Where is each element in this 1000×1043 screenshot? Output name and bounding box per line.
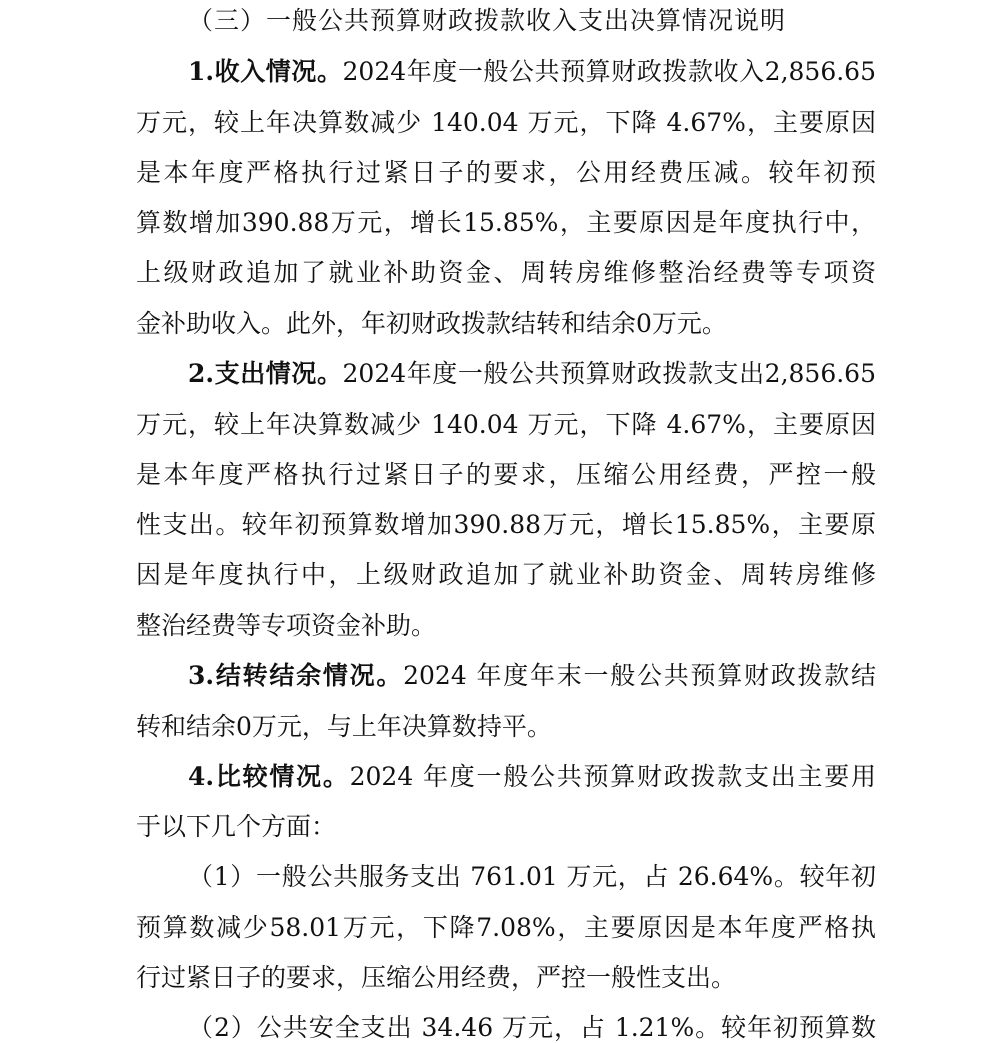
paragraph-3-lead: 3.结转结余情况。 xyxy=(188,661,404,690)
paragraph-4-text: 2024 年度一般公共预算财政拨款支出主要用 xyxy=(349,762,876,791)
paragraph-1-lead: 1.收入情况。 xyxy=(188,57,343,86)
paragraph-4-lead: 4.比较情况。 xyxy=(188,762,350,791)
paragraph-1-line-4: 算数增加390.88万元，增长15.85%，主要原因是年度执行中， xyxy=(136,208,876,237)
paragraph-4-line-2: 于以下几个方面： xyxy=(136,812,337,841)
paragraph-1-line-3: 是本年度严格执行过紧日子的要求，公用经费压减。较年初预 xyxy=(136,158,876,187)
paragraph-1-line-6: 金补助收入。此外，年初财政拨款结转和结余0万元。 xyxy=(136,309,727,338)
section-heading: （三）一般公共预算财政拨款收入支出决算情况说明 xyxy=(188,6,787,35)
item-1-line-3: 行过紧日子的要求，压缩公用经费，严控一般性支出。 xyxy=(136,963,737,992)
item-1-line-2: 预算数减少58.01万元，下降7.08%，主要原因是本年度严格执 xyxy=(136,913,876,942)
paragraph-2-line-5: 因是年度执行中，上级财政追加了就业补助资金、周转房维修 xyxy=(136,560,876,589)
paragraph-2-line-3: 是本年度严格执行过紧日子的要求，压缩公用经费，严控一般 xyxy=(136,460,876,489)
paragraph-3-text: 2024 年度年末一般公共预算财政拨款结 xyxy=(403,661,876,690)
paragraph-2-line-4: 性支出。较年初预算数增加390.88万元，增长15.85%，主要原 xyxy=(136,510,876,539)
paragraph-1-line-2: 万元，较上年决算数减少 140.04 万元，下降 4.67%，主要原因 xyxy=(136,108,876,137)
item-1-line-1: （1）一般公共服务支出 761.01 万元，占 26.64%。较年初 xyxy=(188,862,876,891)
paragraph-1-text: 2024年度一般公共预算财政拨款收入2,856.65 xyxy=(342,57,876,86)
paragraph-4-line-1 xyxy=(188,762,876,792)
paragraph-2-line-1 xyxy=(188,359,876,389)
paragraph-2-lead: 2.支出情况。 xyxy=(188,359,343,388)
paragraph-2-text: 2024年度一般公共预算财政拨款支出2,856.65 xyxy=(342,359,876,388)
paragraph-1-line-1 xyxy=(188,57,876,87)
paragraph-2-line-2: 万元，较上年决算数减少 140.04 万元，下降 4.67%，主要原因 xyxy=(136,410,876,439)
paragraph-3-line-2: 转和结余0万元，与上年决算数持平。 xyxy=(136,712,552,741)
paragraph-3-line-1 xyxy=(188,661,876,691)
paragraph-2-line-6: 整治经费等专项资金补助。 xyxy=(136,611,437,640)
item-2-line-1: （2）公共安全支出 34.46 万元，占 1.21%。较年初预算数 xyxy=(188,1013,876,1042)
paragraph-1-line-5: 上级财政追加了就业补助资金、周转房维修整治经费等专项资 xyxy=(136,258,876,287)
